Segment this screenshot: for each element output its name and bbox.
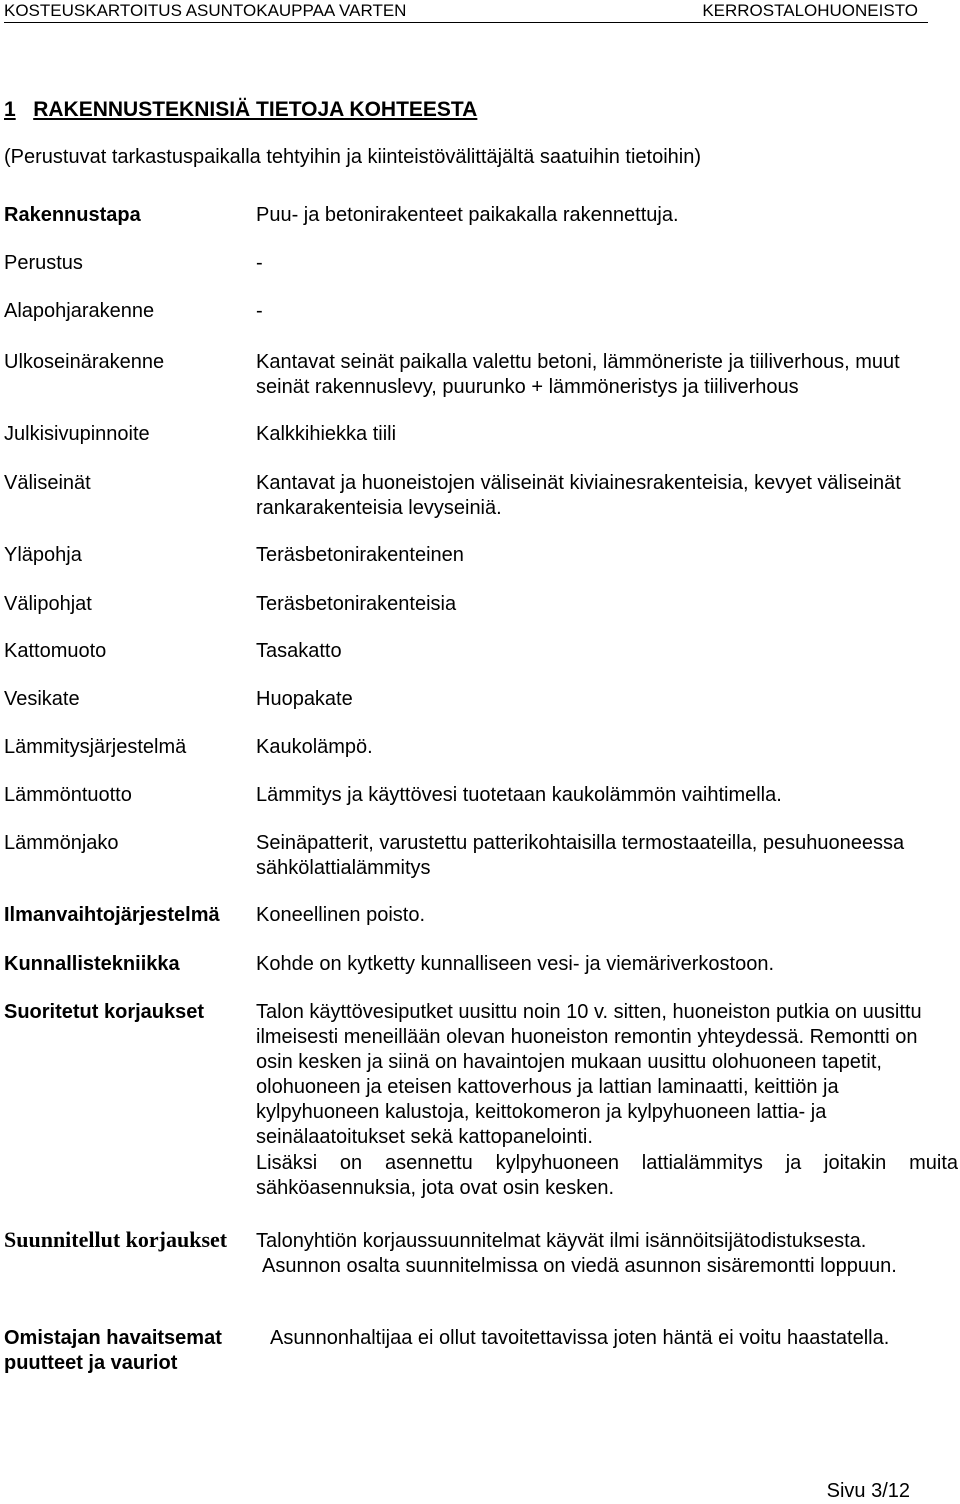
label-suunnitellut: Suunnitellut korjaukset [4,1227,228,1252]
label-kattomuoto: Kattomuoto [4,640,107,662]
value-ilmanvaihto: Koneellinen poisto. [256,904,426,926]
label-alapohja: Alapohjarakenne [4,300,155,322]
label-ulkoseina: Ulkoseinärakenne [4,351,165,373]
header-left-title: KOSTEUSKARTOITUS ASUNTOKAUPPAA VARTEN [4,1,407,20]
label-valipohjat: Välipohjat [4,593,92,615]
value-valipohjat: Teräsbetonirakenteisia [256,593,457,615]
label-omistaja-1: Omistajan havaitsemat [4,1327,222,1349]
page-number: Sivu 3/12 [826,1480,910,1502]
value-suoritetut-1: Talon käyttövesiputket uusittu noin 10 v. sitten, huoneiston putkia on uusittu ilmeisesti meneillään olevan huoneiston remontin yhteydessä. Remontti on osin kesken ja siinä on havaintojen mukaan uusittu olohuoneen tapetit, olohuoneen ja eteisen kattoverhous ja lattian laminaatti, keittiön ja kylpyhuoneen kalustoja, keittokomeron ja kylpyhuoneen lattia- ja seinälaatoitukset sekä kattopanelointi. [256,1001,922,1148]
header-right-title: KERROSTALOHUONEISTO [702,1,918,20]
label-ylapohja: Yläpohja [4,544,82,566]
label-lammitys: Lämmitysjärjestelmä [4,736,187,758]
value-kunnallistekniikka: Kohde on kytketty kunnalliseen vesi- ja viemäriverkostoon. [256,953,775,975]
value-rakennustapa: Puu- ja betonirakenteet paikakalla rakennettuja. [256,204,679,226]
section-subtitle: (Perustuvat tarkastuspaikalla tehtyihin ja kiinteistövälittäjältä saatuihin tietoihin) [4,146,702,168]
header-rule [4,22,928,23]
label-ilmanvaihto: Ilmanvaihtojärjestelmä [4,904,220,926]
value-lammitys: Kaukolämpö. [256,736,373,758]
label-perustus: Perustus [4,252,83,274]
label-suoritetut: Suoritetut korjaukset [4,1001,205,1023]
value-alapohja: - [256,300,263,322]
value-ylapohja: Teräsbetonirakenteinen [256,544,464,566]
value-suoritetut-2: Lisäksi on asennettu kylpyhuoneen lattialämmitys ja joitakin muita sähköasennuksia, jota ovat osin kesken. [256,1152,958,1199]
section-title-text: RAKENNUSTEKNISIÄ TIETOJA KOHTEESTA [33,98,478,121]
value-lammonjako: Seinäpatterit, varustettu patterikohtaisilla termostaateilla, pesuhuoneessa sähkölattialämmitys [256,832,905,879]
label-kunnallistekniikka: Kunnallistekniikka [4,953,180,975]
label-lammontuotto: Lämmöntuotto [4,784,132,806]
value-suunnitellut-1: Talonyhtiön korjaussuunnitelmat käyvät ilmi isännöitsijätodistuksesta. [256,1230,867,1252]
label-julkisivu: Julkisivupinnoite [4,423,150,445]
section-number: 1 [4,98,16,121]
value-valiseinat: Kantavat ja huoneistojen väliseinät kiviainesrakenteisia, kevyet väliseinät rankarakenteisia levyseiniä. [256,472,901,519]
value-suunnitellut-2: Asunnon osalta suunnitelmissa on viedä asunnon sisäremontti loppuun. [262,1255,897,1277]
label-omistaja-2: puutteet ja vauriot [4,1352,178,1374]
value-lammontuotto: Lämmitys ja käyttövesi tuotetaan kaukolämmön vaihtimella. [256,784,782,806]
value-julkisivu: Kalkkihiekka tiili [256,423,397,445]
value-perustus: - [256,252,263,274]
label-vesikate: Vesikate [4,688,80,710]
label-rakennustapa: Rakennustapa [4,204,141,226]
label-valiseinat: Väliseinät [4,472,91,494]
label-lammonjako: Lämmönjako [4,832,119,854]
value-kattomuoto: Tasakatto [256,640,342,662]
section-title [4,97,477,123]
value-omistaja: Asunnonhaltijaa ei ollut tavoitettavissa joten häntä ei voitu haastatella. [270,1327,890,1349]
value-ulkoseina: Kantavat seinät paikalla valettu betoni, lämmöneriste ja tiiliverhous, muut seinät rakennuslevy, puurunko + lämmöneristys ja tiiliverhous [256,351,900,398]
value-vesikate: Huopakate [256,688,353,710]
